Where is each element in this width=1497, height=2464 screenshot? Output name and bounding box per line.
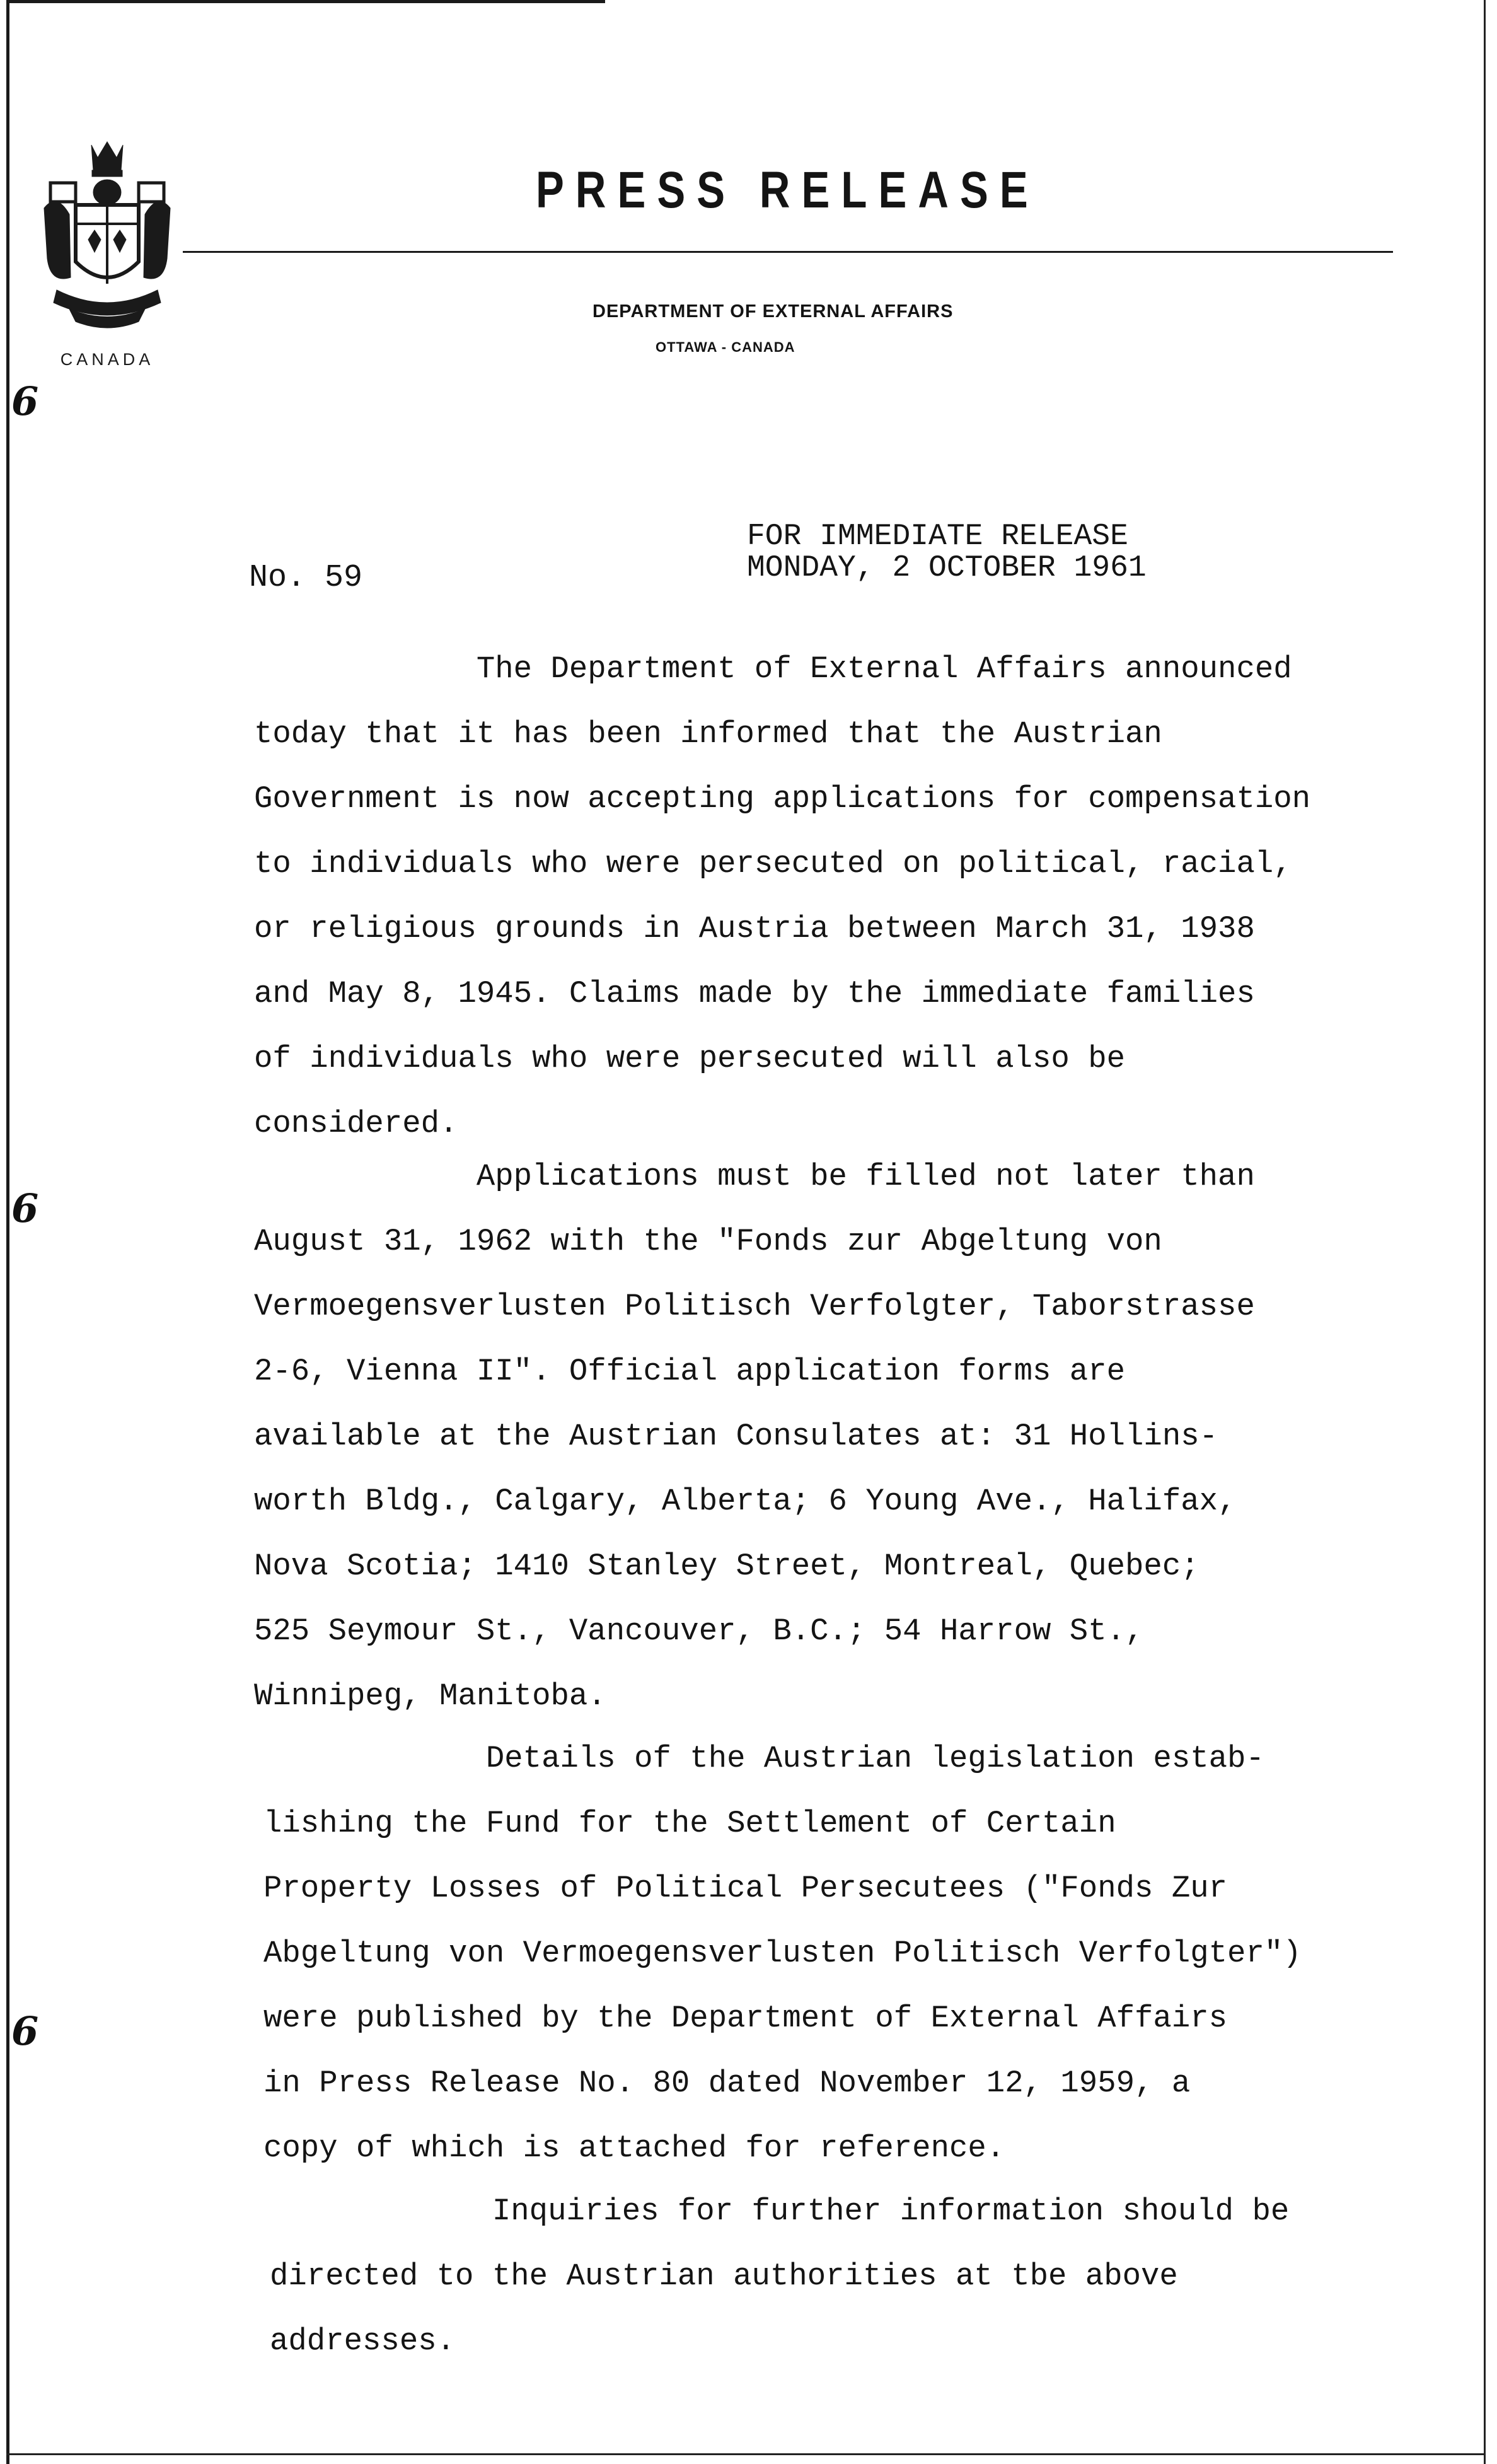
department-location: OTTAWA - CANADA bbox=[656, 339, 795, 355]
coat-of-arms-icon bbox=[32, 132, 183, 340]
text-line: directed to the Austrian authorities at tbe above bbox=[270, 2258, 1178, 2294]
text-line: lishing the Fund for the Settlement of Certain bbox=[263, 1806, 1116, 1841]
text-line: and May 8, 1945. Claims made by the immediate families bbox=[254, 976, 1255, 1011]
release-number: No. 59 bbox=[249, 560, 363, 596]
text-line: Abgeltung von Vermoegensverlusten Politisch Verfolgter") bbox=[263, 1936, 1302, 1971]
text-line: considered. bbox=[254, 1106, 458, 1141]
page-edge-right bbox=[1484, 0, 1486, 2464]
text-line: 525 Seymour St., Vancouver, B.C.; 54 Harrow St., bbox=[254, 1613, 1144, 1649]
text-line: today that it has been informed that the Austrian bbox=[254, 716, 1162, 752]
text-line: August 31, 1962 with the "Fonds zur Abgeltung von bbox=[254, 1224, 1162, 1259]
text-line: Winnipeg, Manitoba. bbox=[254, 1678, 606, 1714]
text-line: copy of which is attached for reference. bbox=[263, 2130, 1005, 2166]
text-line: to individuals who were persecuted on political, racial, bbox=[254, 846, 1292, 881]
page-title: PRESS RELEASE bbox=[536, 161, 1039, 219]
department-name: DEPARTMENT OF EXTERNAL AFFAIRS bbox=[592, 301, 954, 322]
text-line: addresses. bbox=[270, 2323, 456, 2359]
paragraph bbox=[263, 1726, 1448, 2181]
paragraph bbox=[254, 1144, 1439, 1729]
crest-label: CANADA bbox=[60, 350, 154, 369]
title-divider bbox=[183, 251, 1393, 253]
text-line: Applications must be filled not later than bbox=[254, 1159, 1255, 1194]
text-line: Nova Scotia; 1410 Stanley Street, Montreal, Quebec; bbox=[254, 1549, 1199, 1584]
text-line: of individuals who were persecuted will also be bbox=[254, 1041, 1126, 1076]
paragraph bbox=[254, 637, 1439, 1156]
margin-mark: 6 bbox=[11, 1185, 39, 1231]
text-line: 2-6, Vienna II". Official application forms are bbox=[254, 1354, 1126, 1389]
text-line: Inquiries for further information should be bbox=[270, 2194, 1290, 2229]
release-status: FOR IMMEDIATE RELEASE bbox=[747, 520, 1128, 554]
margin-mark: 6 bbox=[11, 2008, 39, 2054]
text-line: Property Losses of Political Persecutees ("Fonds Zur bbox=[263, 1871, 1228, 1906]
paragraph bbox=[270, 2179, 1455, 2374]
release-timing bbox=[747, 521, 1147, 584]
text-line: were published by the Department of External Affairs bbox=[263, 2001, 1228, 2036]
text-line: Details of the Austrian legislation estab- bbox=[263, 1741, 1264, 1776]
margin-mark: 6 bbox=[11, 378, 39, 424]
text-line: in Press Release No. 80 dated November 12, 1959, a bbox=[263, 2066, 1191, 2101]
page-edge-bottom bbox=[6, 2453, 1486, 2455]
text-line: worth Bldg., Calgary, Alberta; 6 Young Ave., Halifax, bbox=[254, 1484, 1237, 1519]
text-line: available at the Austrian Consulates at: 31 Hollins- bbox=[254, 1419, 1218, 1454]
text-line: Vermoegensverlusten Politisch Verfolgter, Taborstrasse bbox=[254, 1289, 1255, 1324]
text-line: or religious grounds in Austria between March 31, 1938 bbox=[254, 911, 1255, 946]
page-edge-top bbox=[6, 0, 605, 3]
release-date: MONDAY, 2 OCTOBER 1961 bbox=[747, 551, 1147, 585]
text-line: The Department of External Affairs announced bbox=[254, 651, 1292, 687]
text-line: Government is now accepting applications for compensation bbox=[254, 781, 1311, 816]
page-edge-left bbox=[6, 0, 9, 2464]
